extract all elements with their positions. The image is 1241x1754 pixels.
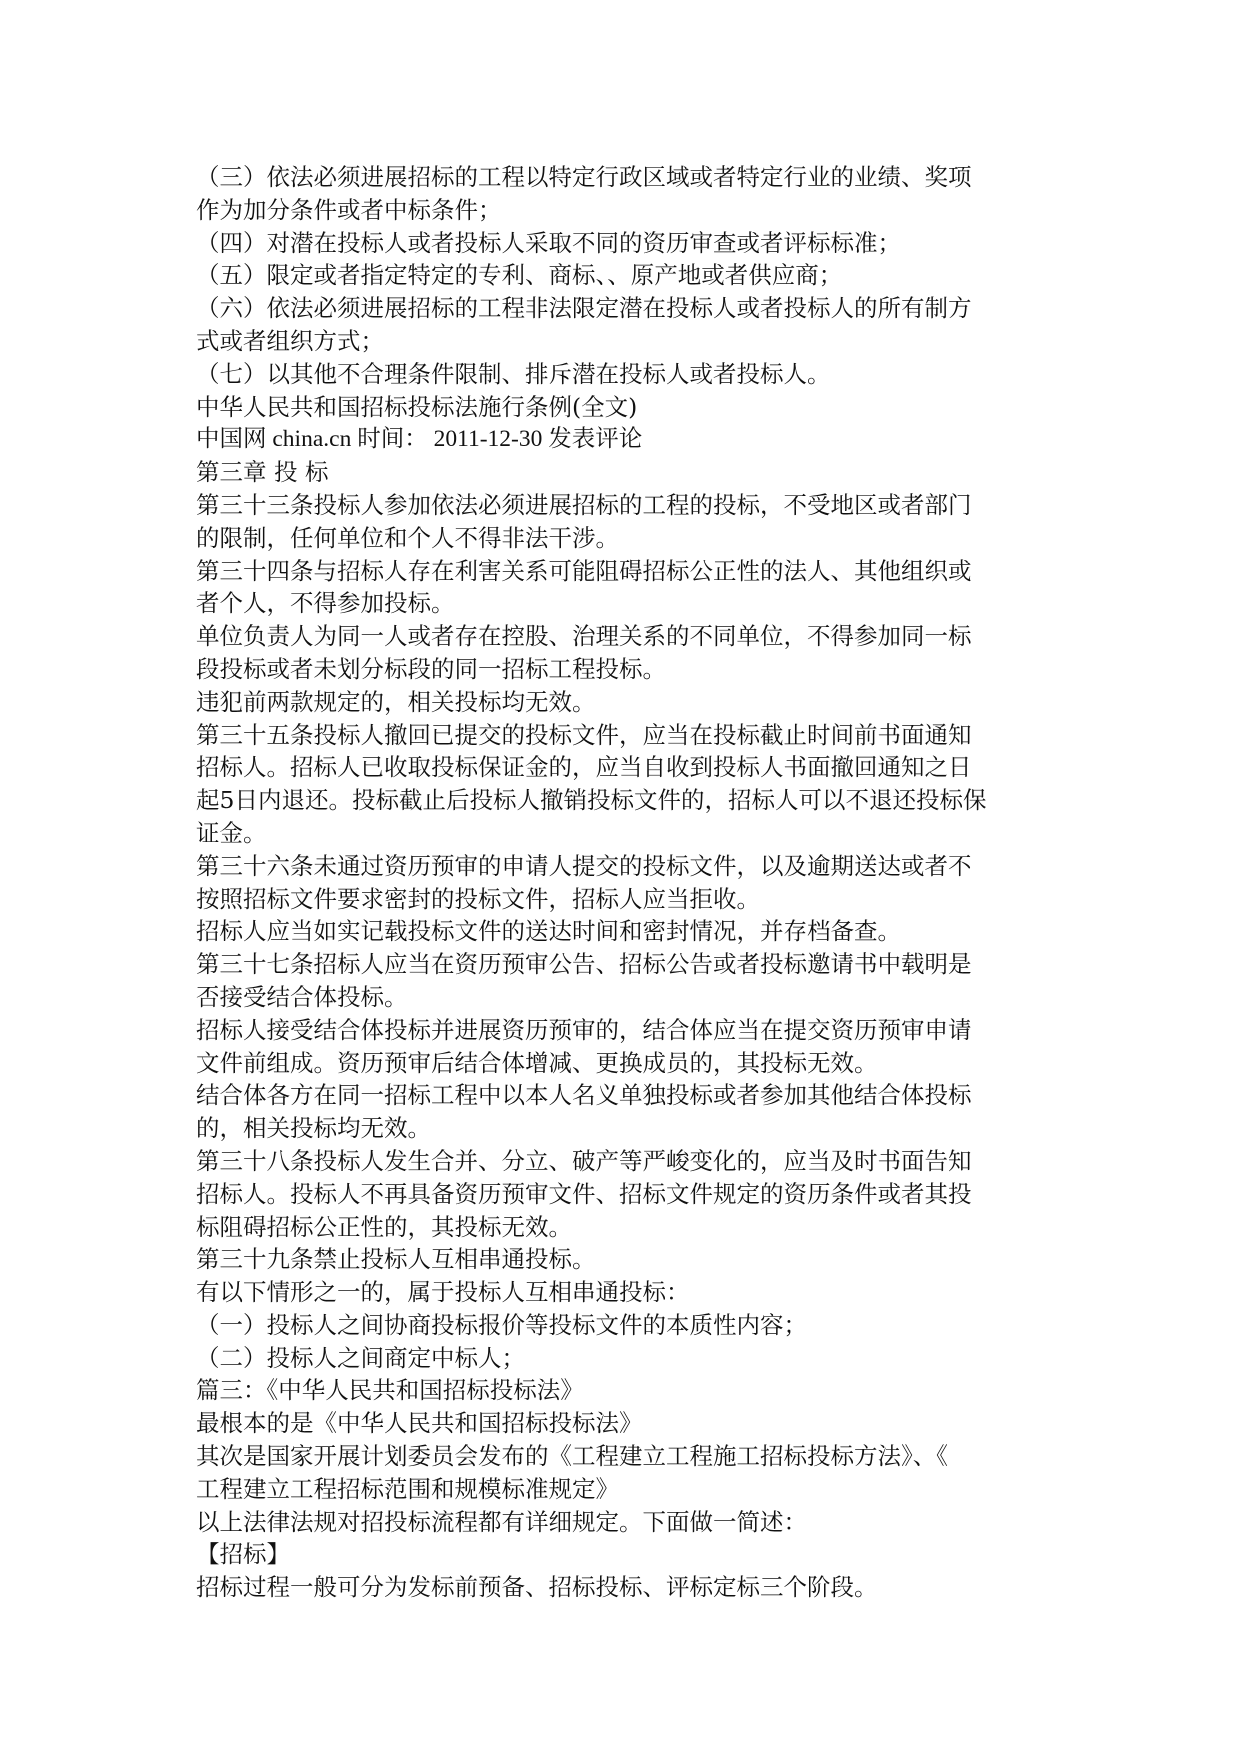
text-line: 作为加分条件或者中标条件； [196,195,502,224]
text-line: （六）依法必须进展招标的工程非法限定潜在投标人或者投标人的所有制方 [196,294,972,323]
source-line: 中国网 china.cn 时间： 2011-12-30 发表评论 [196,426,643,453]
text-line: 以上法律法规对招投标流程都有详细规定。下面做一简述： [196,1507,807,1536]
section-heading: 篇三：《中华人民共和国招标投标法》 [196,1376,584,1405]
text-line: （一）投标人之间协商投标报价等投标文件的本质性内容； [196,1310,807,1339]
text-line: 的，相关投标均无效。 [196,1114,431,1143]
text-line: 第三十八条投标人发生合并、分立、破产等严峻变化的，应当及时书面告知 [196,1146,972,1175]
text-line: 工程建立工程招标范围和规模标准规定》 [196,1474,619,1503]
text-line: 其次是国家开展计划委员会发布的《工程建立工程施工招标投标方法》、《 [196,1442,948,1471]
text-line: 证金。 [196,818,267,847]
text-line: 有以下情形之一的，属于投标人互相串通投标： [196,1278,690,1307]
text-line: 标阻碍招标公正性的，其投标无效。 [196,1212,572,1241]
text-line: 招标人。招标人已收取投标保证金的，应当自收到投标人书面撤回通知之日 [196,753,972,782]
subsection-heading: 【招标】 [196,1540,290,1569]
text-line: 第三十三条投标人参加依法必须进展招标的工程的投标，不受地区或者部门 [196,490,972,519]
text-line: （五）限定或者指定特定的专利、商标、、原产地或者供应商； [196,261,843,290]
text-line: 违犯前两款规定的，相关投标均无效。 [196,687,596,716]
text-line: 最根本的是《中华人民共和国招标投标法》 [196,1409,643,1438]
text-line: 第三十六条未通过资历预审的申请人提交的投标文件，以及逾期送达或者不 [196,851,972,880]
article-title: 中华人民共和国招标投标法施行条例(全文) [196,392,638,421]
text-line: 招标人应当如实记载投标文件的送达时间和密封情况，并存档备查。 [196,917,901,946]
text-line: 按照招标文件要求密封的投标文件，招标人应当拒收。 [196,884,760,913]
text-line: （四）对潜在投标人或者投标人采取不同的资历审查或者评标标准； [196,228,901,257]
chapter-heading: 第三章 投 标 [196,458,329,487]
text-line: 第三十五条投标人撤回已提交的投标文件，应当在投标截止时间前书面通知 [196,720,972,749]
text-line: （三）依法必须进展招标的工程以特定行政区域或者特定行业的业绩、奖项 [196,163,972,191]
text-line: 招标过程一般可分为发标前预备、招标投标、评标定标三个阶段。 [196,1573,878,1602]
text-line: 式或者组织方式； [196,326,384,355]
text-line: 否接受结合体投标。 [196,982,408,1011]
text-line: 起5日内退还。投标截止后投标人撤销投标文件的，招标人可以不退还投标保 [196,786,987,815]
text-line: 者个人，不得参加投标。 [196,589,455,618]
text-line: （二）投标人之间商定中标人； [196,1343,525,1372]
text-line: 单位负责人为同一人或者存在控股、治理关系的不同单位，不得参加同一标 [196,622,972,651]
text-line: （七）以其他不合理条件限制、排斥潜在投标人或者投标人。 [196,359,831,388]
text-line: 文件前组成。资历预审后结合体增减、更换成员的，其投标无效。 [196,1048,878,1077]
text-line: 结合体各方在同一招标工程中以本人名义单独投标或者参加其他结合体投标 [196,1081,972,1110]
text-line: 第三十九条禁止投标人互相串通投标。 [196,1245,596,1274]
document-body [196,161,1056,1604]
text-line: 第三十七条招标人应当在资历预审公告、招标公告或者投标邀请书中载明是 [196,950,972,979]
text-line: 招标人。投标人不再具备资历预审文件、招标文件规定的资历条件或者其投 [196,1179,972,1208]
text-line: 的限制，任何单位和个人不得非法干涉。 [196,523,619,552]
text-line: 第三十四条与招标人存在利害关系可能阻碍招标公正性的法人、其他组织或 [196,556,972,585]
text-line: 段投标或者未划分标段的同一招标工程投标。 [196,654,666,683]
text-line: 招标人接受结合体投标并进展资历预审的，结合体应当在提交资历预审申请 [196,1015,972,1044]
